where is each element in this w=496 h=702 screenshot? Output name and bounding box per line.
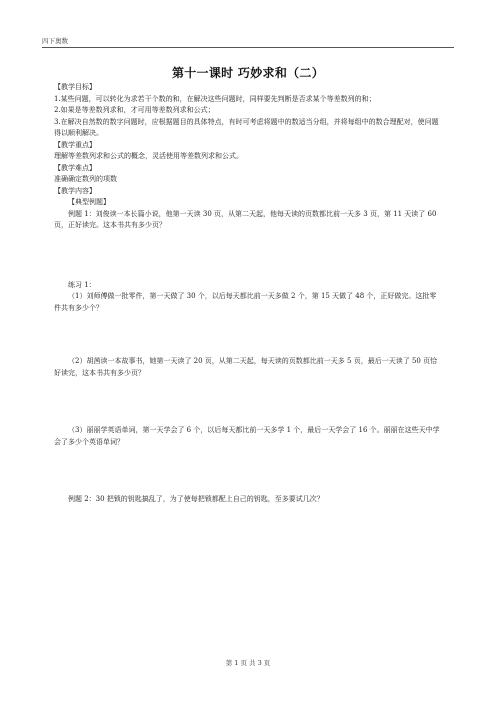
lesson-title: 第十一课时 巧妙求和（二） bbox=[171, 66, 325, 80]
page-footer: 第 1 页 共 3 页 bbox=[225, 659, 271, 667]
key-heading: 【教学重点】 bbox=[54, 140, 96, 149]
goal-item: 1.某些问题，可以转化为求若干个数的和，在解决这些问题时，同样要先判断是否求某个等差数列的和； bbox=[54, 94, 376, 103]
goal-item: 3.在解决自然数的数字问题时，应根据题目的具体特点，有时可考虑将题中的数适当分组，并将每组中的数合理配对，使问题得以顺利解决。 bbox=[54, 117, 439, 137]
example-1: 例题 1：刘俊读一本长篇小说，他第一天读 30 页，从第二天起，他每天读的页数都比前一天多 3 页，第 11 天读了 60 页，正好读完。这本书共有多少页？ bbox=[54, 209, 437, 229]
practice-1-heading: 练习 1： bbox=[68, 280, 96, 289]
answer-space bbox=[54, 379, 442, 425]
difficulty-text: 准确确定数列的项数 bbox=[54, 175, 117, 183]
page-header: 四下奥数 bbox=[42, 37, 68, 45]
practice-item: （3）丽丽学英语单词，第一天学会了 6 个，以后每天都比前一天多学 1 个，最后一天学会了 16 个。丽丽在这些天中学会了多少个英语单词？ bbox=[54, 426, 440, 446]
goals-heading: 【教学目标】 bbox=[54, 83, 96, 91]
goal-item: 2.如果是等差数列求和，才可用等差数列求和公式； bbox=[54, 106, 215, 114]
lesson-body bbox=[54, 82, 442, 506]
examples-heading: 【典型例题】 bbox=[68, 198, 110, 206]
difficulty-heading: 【教学难点】 bbox=[54, 163, 96, 172]
practice-item: （2）胡茜读一本故事书，她第一天读了 20 页，从第二天起，每天读的页数都比前一天多 5 页，最后一天读了 50 页恰好读完，这本书共有多少页？ bbox=[54, 357, 438, 377]
answer-space bbox=[54, 448, 442, 494]
header-rule bbox=[42, 47, 454, 48]
practice-item: （1）刘师傅做一批零件，第一天做了 30 个，以后每天都比前一天多做 2 个，第 15 天做了 48 个，正好做完。这批零件共有多少个？ bbox=[54, 292, 437, 312]
example-2: 例题 2：30 把锁的钥匙搞乱了，为了使每把锁都配上自己的钥匙，至多要试几次？ bbox=[68, 495, 324, 503]
content-heading: 【教学内容】 bbox=[54, 186, 96, 195]
answer-space bbox=[54, 314, 442, 356]
answer-space bbox=[54, 232, 442, 280]
key-text: 理解等差数列求和公式的概念，灵活使用等差数列求和公式。 bbox=[54, 152, 243, 160]
